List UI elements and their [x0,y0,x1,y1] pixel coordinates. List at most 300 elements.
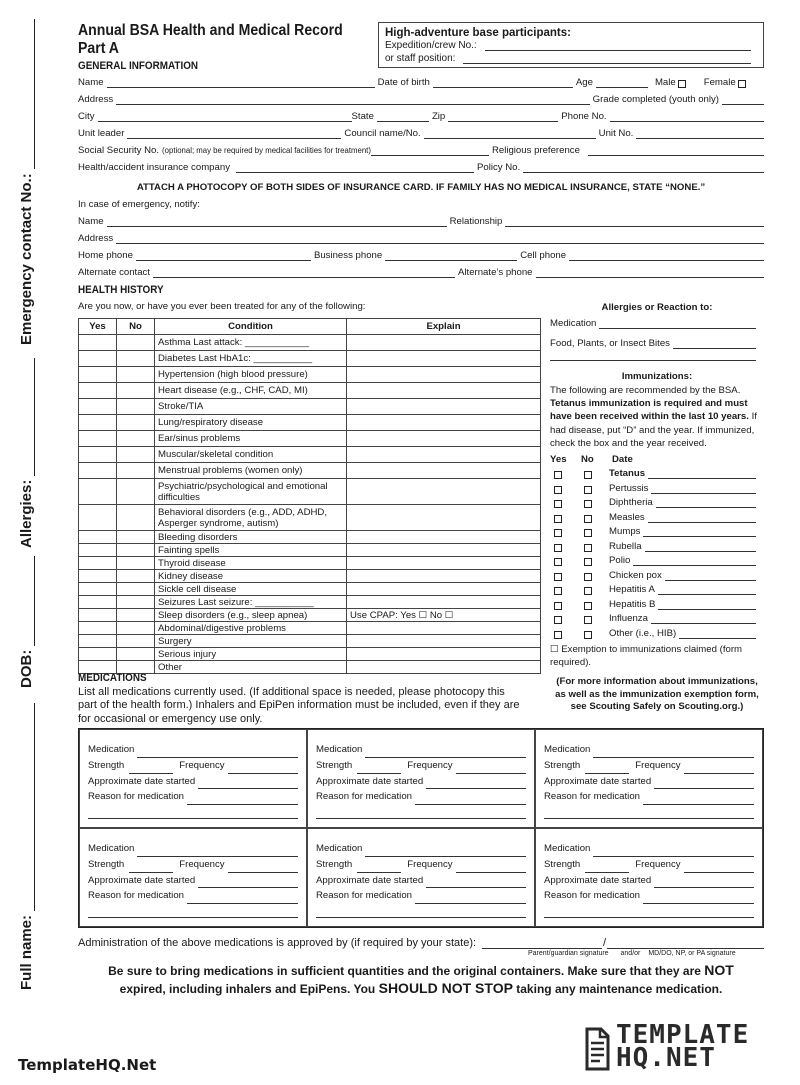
health-condition: Ear/sinus problems [155,431,347,447]
date-started-label: Approximate date started [88,775,196,787]
medication-field[interactable] [137,848,298,857]
health-condition: Lung/respiratory disease [155,415,347,431]
row-name [78,77,764,88]
strength-label: Strength [88,759,125,771]
medication-entry [535,828,763,927]
imm-yes-checkbox[interactable] [554,616,562,624]
frequency-field[interactable] [228,765,298,774]
health-no-cell[interactable] [117,570,155,583]
city-field[interactable] [98,113,352,122]
health-row [79,622,541,635]
health-explain-cell[interactable] [347,570,541,583]
date-started-field[interactable] [426,780,526,789]
immunizations-title: Immunizations: [621,371,693,382]
sidebar-fullname [18,703,35,990]
imm-date-field[interactable] [658,586,756,595]
imm-date-field[interactable] [645,543,756,552]
imm-yes-checkbox[interactable] [554,602,562,610]
health-yes-cell[interactable] [79,557,117,570]
immunization-row [550,541,756,552]
health-yes-cell[interactable] [79,351,117,367]
health-yes-cell[interactable] [79,335,117,351]
health-no-cell[interactable] [117,415,155,431]
medication-row [544,742,754,758]
allergy-medication-label: Medication [550,318,597,329]
health-condition: Hypertension (high blood pressure) [155,367,347,383]
imm-label: Polio [609,555,631,566]
reason-field[interactable] [187,895,298,904]
medication-entry [307,729,535,828]
approval-row [78,937,764,949]
health-no-cell[interactable] [117,583,155,596]
health-yes-cell[interactable] [79,463,117,479]
imm-no-checkbox[interactable] [584,587,592,595]
state-label: State [351,111,374,122]
strength-field[interactable] [585,765,629,774]
imm-label: Chicken pox [609,569,662,581]
health-condition: Stroke/TIA [155,399,347,415]
health-explain-cell[interactable] [347,622,541,635]
dob-label: Date of birth [377,77,430,88]
medications-title: MEDICATIONS [78,672,147,684]
medication-field[interactable] [365,848,526,857]
grade-field[interactable] [722,96,764,105]
home-phone-label: Home phone [78,250,133,261]
emergency-name-field[interactable] [107,218,447,227]
sig-md-caption: MD/DO, NP, or PA signature [648,950,736,957]
immunization-row [550,526,756,537]
medication-entry [79,729,307,828]
health-explain-cell[interactable] [347,367,541,383]
address-field[interactable] [116,96,589,105]
health-no-cell[interactable] [117,463,155,479]
imm-label: Measles [609,511,645,523]
allergy-medication-row [550,318,756,329]
imm-date-field[interactable] [651,615,756,624]
expedition-field[interactable] [485,42,751,51]
male-checkbox[interactable] [678,80,686,88]
frequency-label: Frequency [179,858,225,870]
reason-extra-line[interactable] [544,906,754,918]
cpap-label[interactable]: Use CPAP: Yes ☐ No ☐ [350,609,454,621]
health-yes-cell[interactable] [79,531,117,544]
business-phone-field[interactable] [385,252,517,261]
medication-label: Medication [544,744,591,755]
health-explain-cell[interactable] [347,431,541,447]
health-no-cell[interactable] [117,609,155,622]
imm-date-field[interactable] [651,485,756,494]
male-label: Male [654,77,676,88]
immunizations-intro: The following are recommended by the BSA. [550,385,741,396]
health-row [79,505,541,531]
health-explain-cell[interactable] [347,335,541,351]
health-no-cell[interactable] [117,505,155,531]
immunizations-text [550,384,764,450]
health-history-title: HEALTH HISTORY [78,284,164,296]
health-no-cell[interactable] [117,399,155,415]
document-icon [583,1027,611,1071]
sig-andor-caption: and/or [620,950,641,957]
imm-date-field[interactable] [658,601,756,610]
health-yes-cell[interactable] [79,648,117,661]
imm-date-field[interactable] [656,499,756,508]
medication-row [316,841,526,857]
health-yes-cell[interactable] [79,399,117,415]
imm-col-yes: Yes [550,454,567,465]
imm-yes-checkbox[interactable] [554,544,562,552]
strength-row [544,758,754,774]
reason-extra-line[interactable] [88,807,298,819]
strength-label: Strength [544,858,581,870]
relationship-label: Relationship [449,216,503,227]
immunization-row [550,628,756,639]
allergy-medication-field[interactable] [599,320,756,329]
business-phone-label: Business phone [313,250,383,261]
signature-captions [528,950,736,957]
health-yes-cell[interactable] [79,415,117,431]
allergy-food-label: Food, Plants, or Insect Bites [550,338,670,349]
health-yes-cell[interactable] [79,622,117,635]
health-row [79,596,541,609]
staff-position-label: or staff position: [385,53,456,64]
health-explain-cell[interactable] [347,583,541,596]
imm-yes-checkbox[interactable] [554,573,562,581]
sidebar-dob-label: DOB: [18,649,35,688]
health-yes-cell[interactable] [79,544,117,557]
health-no-cell[interactable] [117,431,155,447]
exemption-row[interactable] [550,643,764,669]
health-explain-cell[interactable] [347,463,541,479]
reason-label: Reason for medication [88,890,184,902]
emergency-heading: In case of emergency, notify: [78,199,200,210]
health-no-cell[interactable] [117,335,155,351]
date-started-field[interactable] [654,780,754,789]
health-explain-cell[interactable] [347,648,541,661]
health-row [79,544,541,557]
female-checkbox[interactable] [738,80,746,88]
council-field[interactable] [424,130,596,139]
cell-phone-field[interactable] [569,252,764,261]
sidebar-dob-line[interactable] [25,556,35,646]
form-part: Part A [78,40,119,57]
phone-label: Phone No. [561,111,607,122]
imm-no-checkbox[interactable] [584,602,592,610]
imm-no-checkbox[interactable] [584,558,592,566]
health-explain-cell[interactable] [347,557,541,570]
immunization-row [550,584,756,595]
date-started-label: Approximate date started [316,775,424,787]
reason-field[interactable] [643,796,754,805]
zip-field[interactable] [448,113,558,122]
health-history-table [78,318,541,674]
imm-no-checkbox[interactable] [584,631,592,639]
emergency-address-label: Address [78,233,114,244]
health-explain-cell[interactable] [347,544,541,557]
medication-label: Medication [316,744,363,755]
immunization-row [550,468,756,479]
sidebar-allergies-line[interactable] [25,358,35,476]
name-field[interactable] [107,79,375,88]
allergy-food-field[interactable] [673,340,756,349]
reason-row [88,789,298,805]
strength-field[interactable] [585,864,629,873]
medication-row [544,841,754,857]
imm-yes-checkbox[interactable] [554,587,562,595]
footer-line2: expired, including inhalers and EpiPens. You [119,982,376,996]
high-adventure-box [378,22,764,68]
health-condition: Surgery [155,635,347,648]
health-yes-cell[interactable] [79,609,117,622]
health-explain-cell[interactable] [347,479,541,505]
immunization-more-info: (For more information about immunizations, as well as the immunization exemption form, see Scouting Safely on Scouting.org.) [555,676,759,712]
health-yes-cell[interactable] [79,479,117,505]
unit-leader-field[interactable] [127,130,341,139]
health-yes-cell[interactable] [79,447,117,463]
home-phone-field[interactable] [136,252,311,261]
health-explain-cell[interactable] [347,447,541,463]
health-explain-cell[interactable] [347,399,541,415]
medication-label: Medication [88,843,135,854]
health-yes-cell[interactable] [79,570,117,583]
health-explain-cell[interactable] [347,531,541,544]
health-row [79,463,541,479]
col-condition: Condition [155,319,347,335]
imm-yes-checkbox[interactable] [554,500,562,508]
frequency-field[interactable] [456,864,526,873]
imm-label: Diphtheria [609,497,653,508]
health-explain-cell[interactable] [347,635,541,648]
reason-label: Reason for medication [544,791,640,803]
date-started-row [544,873,754,889]
date-started-field[interactable] [654,879,754,888]
health-row [79,661,541,674]
emergency-address-field[interactable] [116,235,764,244]
medication-field[interactable] [593,749,754,758]
reason-field[interactable] [415,796,526,805]
policy-field[interactable] [523,164,764,173]
col-no: No [117,319,155,335]
immunizations-tetanus-required: Tetanus immunization is required and must have been received within the last 10 years. [550,398,749,423]
reason-extra-line[interactable] [316,807,526,819]
frequency-field[interactable] [456,765,526,774]
imm-no-checkbox[interactable] [584,544,592,552]
strength-field[interactable] [129,864,173,873]
date-started-label: Approximate date started [316,874,424,886]
health-yes-cell[interactable] [79,635,117,648]
frequency-field[interactable] [684,765,754,774]
medication-field[interactable] [137,749,298,758]
frequency-field[interactable] [228,864,298,873]
health-row [79,635,541,648]
staff-position-field[interactable] [463,55,751,64]
date-started-field[interactable] [198,780,298,789]
imm-date-field[interactable] [643,528,756,537]
imm-date-field[interactable] [665,572,756,581]
medications-instructions: List all medications currently used. (If additional space is needed, please photocopy this part of the health form.) Inhalers and EpiPen information must be included, even if they are for occasional or emergency use only. [78,686,520,725]
insurance-label: Health/accident insurance company [78,162,230,173]
imm-col-date: Date [612,454,633,465]
sidebar-allergies-label: Allergies: [18,479,35,548]
reason-label: Reason for medication [88,791,184,803]
health-condition: Muscular/skeletal condition [155,447,347,463]
immunizations-instructions: If had disease, put “D” and the year. If immunized, check the box and the year received. [550,411,757,449]
health-row [79,557,541,570]
parent-signature-field[interactable] [482,939,602,949]
imm-date-field[interactable] [648,514,756,523]
imm-yes-checkbox[interactable] [554,515,562,523]
health-condition: Diabetes Last HbA1c: ___________ [155,351,347,367]
health-yes-cell[interactable] [79,383,117,399]
health-yes-cell[interactable] [79,583,117,596]
health-condition: Heart disease (e.g., CHF, CAD, MI) [155,383,347,399]
col-yes: Yes [79,319,117,335]
health-explain-cell[interactable] [347,609,541,622]
reason-row [316,789,526,805]
health-no-cell[interactable] [117,648,155,661]
health-no-cell[interactable] [117,367,155,383]
imm-no-checkbox[interactable] [584,515,592,523]
health-no-cell[interactable] [117,447,155,463]
dob-field[interactable] [433,79,573,88]
religious-field[interactable] [588,147,764,156]
row-ssn [78,145,764,156]
health-no-cell[interactable] [117,557,155,570]
imm-yes-checkbox[interactable] [554,631,562,639]
health-row [79,648,541,661]
date-started-label: Approximate date started [88,874,196,886]
health-no-cell[interactable] [117,479,155,505]
immunization-row [550,555,756,566]
health-condition: Seizures Last seizure: ___________ [155,596,347,609]
health-explain-cell[interactable] [347,415,541,431]
age-field[interactable] [596,79,648,88]
imm-no-checkbox[interactable] [584,616,592,624]
sidebar-fullname-line[interactable] [25,703,35,911]
health-yes-cell[interactable] [79,505,117,531]
alt-phone-label: Alternate’s phone [458,267,533,278]
insurance-field[interactable] [236,164,474,173]
health-condition: Fainting spells [155,544,347,557]
health-no-cell[interactable] [117,544,155,557]
imm-yes-checkbox[interactable] [554,486,562,494]
strength-field[interactable] [357,864,401,873]
health-no-cell[interactable] [117,596,155,609]
alt-contact-field[interactable] [153,269,455,278]
health-explain-cell[interactable] [347,383,541,399]
strength-field[interactable] [129,765,173,774]
medical-signature-field[interactable] [607,939,764,949]
reason-field[interactable] [187,796,298,805]
health-row [79,367,541,383]
health-explain-cell[interactable] [347,351,541,367]
frequency-field[interactable] [684,864,754,873]
imm-date-field[interactable] [633,557,756,566]
sidebar-emergency-line[interactable] [25,19,35,169]
medication-field[interactable] [593,848,754,857]
strength-row [544,857,754,873]
phone-field[interactable] [610,113,764,122]
imm-label: Influenza [609,613,648,624]
allergy-food-row [550,338,756,349]
zip-label: Zip [431,111,446,122]
health-condition: Sleep disorders (e.g., sleep apnea) [155,609,347,622]
reason-field[interactable] [643,895,754,904]
imm-yes-checkbox[interactable] [554,471,562,479]
ssn-note: (optional; may be required by medical facilities for treatment) [162,146,371,155]
allergy-extra-line[interactable] [550,360,756,361]
unit-no-field[interactable] [636,130,764,139]
reason-extra-line[interactable] [316,906,526,918]
imm-date-field[interactable] [648,470,756,479]
medication-field[interactable] [365,749,526,758]
sidebar-allergies [18,358,35,548]
health-no-cell[interactable] [117,635,155,648]
health-explain-cell[interactable] [347,661,541,674]
imm-no-checkbox[interactable] [584,529,592,537]
date-started-row [316,873,526,889]
strength-row [316,857,526,873]
medication-row [88,841,298,857]
health-yes-cell[interactable] [79,431,117,447]
health-no-cell[interactable] [117,622,155,635]
ssn-field[interactable] [371,147,489,156]
emergency-name-label: Name [78,216,104,227]
imm-yes-checkbox[interactable] [554,529,562,537]
imm-yes-checkbox[interactable] [554,558,562,566]
reason-extra-line[interactable] [544,807,754,819]
imm-no-checkbox[interactable] [584,500,592,508]
reason-extra-line[interactable] [88,906,298,918]
health-no-cell[interactable] [117,531,155,544]
health-no-cell[interactable] [117,383,155,399]
strength-label: Strength [316,858,353,870]
imm-no-checkbox[interactable] [584,486,592,494]
health-question: Are you now, or have you ever been treated for any of the following: [78,301,366,312]
reason-row [544,888,754,904]
date-started-field[interactable] [426,879,526,888]
row-unit [78,128,764,139]
imm-no-checkbox[interactable] [584,573,592,581]
imm-no-checkbox[interactable] [584,471,592,479]
policy-label: Policy No. [477,162,521,173]
health-yes-cell[interactable] [79,367,117,383]
relationship-field[interactable] [505,218,764,227]
imm-date-field[interactable] [679,630,756,639]
medication-footer-notice [78,962,764,998]
row-emergency-name [78,216,764,227]
strength-row [88,857,298,873]
health-row [79,531,541,544]
attach-insurance-notice: ATTACH A PHOTOCOPY OF BOTH SIDES OF INSURANCE CARD. IF FAMILY HAS NO MEDICAL INSURANCE, STATE “NONE.” [136,182,706,193]
health-explain-cell[interactable] [347,596,541,609]
row-alternate [78,267,764,278]
frequency-label: Frequency [407,858,453,870]
health-no-cell[interactable] [117,351,155,367]
row-address [78,94,764,105]
imm-label: Other (i.e., HIB) [609,627,677,639]
reason-field[interactable] [415,895,526,904]
health-condition: Thyroid disease [155,557,347,570]
health-explain-cell[interactable] [347,505,541,531]
immunization-row [550,512,756,523]
strength-field[interactable] [357,765,401,774]
expedition-label: Expedition/crew No.: [385,40,477,51]
state-field[interactable] [377,113,429,122]
alt-phone-field[interactable] [536,269,765,278]
health-yes-cell[interactable] [79,596,117,609]
form-title: Annual BSA Health and Medical Record [78,22,343,39]
date-started-field[interactable] [198,879,298,888]
